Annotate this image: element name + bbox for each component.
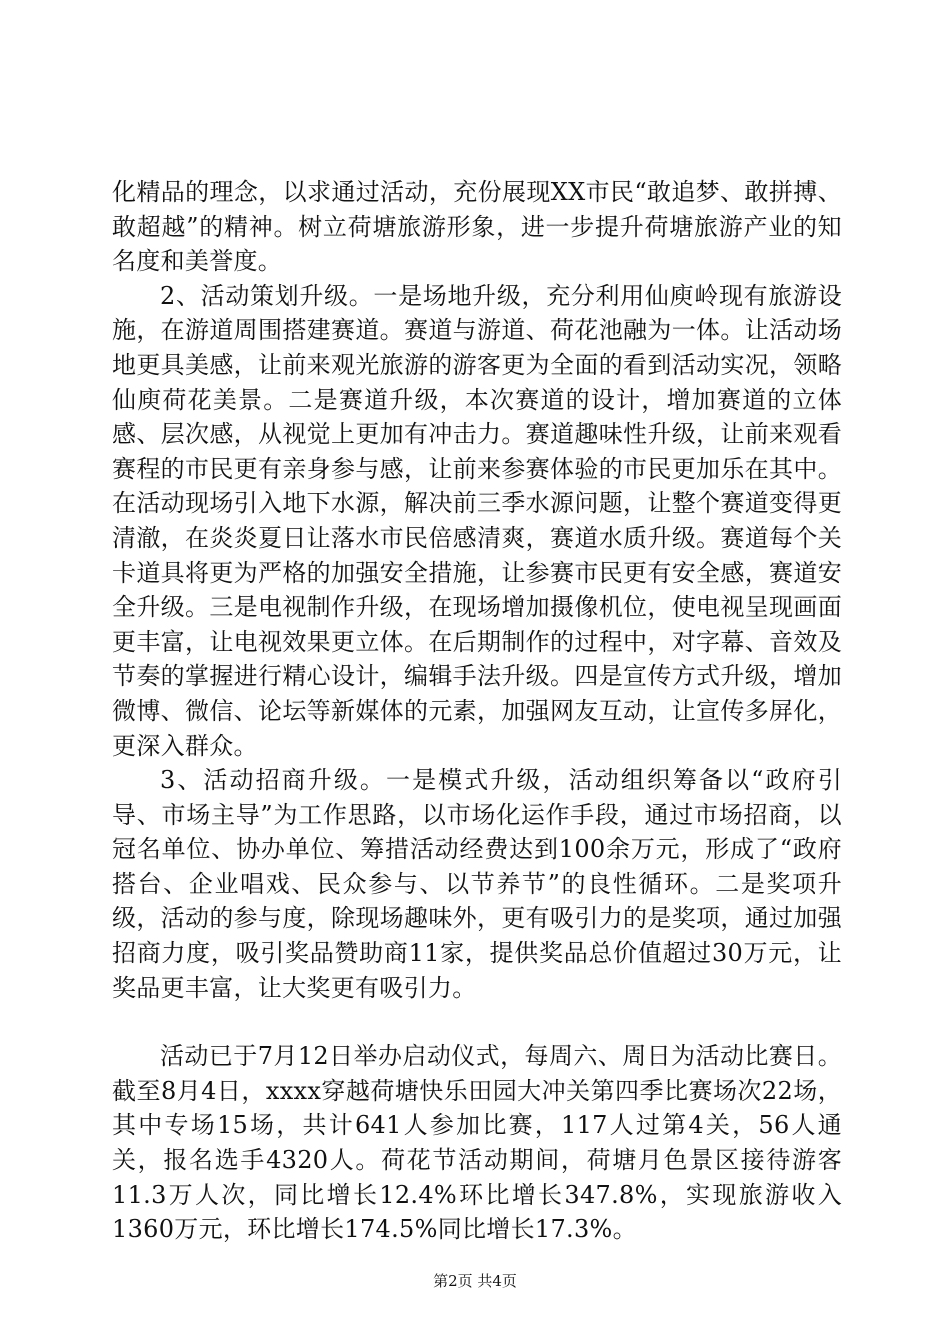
paragraph-spacer — [112, 1005, 842, 1039]
page-footer — [0, 1272, 950, 1290]
paragraph-activity-summary: 活动已于7月12日举办启动仪式，每周六、周日为活动比赛日。截至8月4日，xxxx穿越荷塘快乐田园大冲关第四季比赛场次22场，其中专场15场，共计641人参加比赛，117人过第4关，56人通关，报名选手4320人。荷花节活动期间，荷塘月色景区接待游客11.3万人次，同比增长12.4%环比增长347.8%，实现旅游收入1360万元，环比增长174.5%同比增长17.3%。 — [112, 1042, 842, 1244]
page-number: 第2页 共4页 — [433, 1272, 517, 1290]
paragraph-activity-planning-upgrade: 2、活动策划升级。一是场地升级，充分利用仙庾岭现有旅游设施，在游道周围搭建赛道。赛道与游道、荷花池融为一体。让活动场地更具美感，让前来观光旅游的游客更为全面的看到活动实况，领略仙庾荷花美景。二是赛道升级，本次赛道的设计，增加赛道的立体感、层次感，从视觉上更加有冲击力。赛道趣味性升级，让前来观看赛程的市民更有亲身参与感，让前来参赛体验的市民更加乐在其中。在活动现场引入地下水源，解决前三季水源问题，让整个赛道变得更清澈，在炎炎夏日让落水市民倍感清爽，赛道水质升级。赛道每个关卡道具将更为严格的加强安全措施，让参赛市民更有安全感，赛道安全升级。三是电视制作升级，在现场增加摄像机位，使电视呈现画面更丰富，让电视效果更立体。在后期制作的过程中，对字幕、音效及节奏的掌握进行精心设计，编辑手法升级。四是宣传方式升级，增加微博、微信、论坛等新媒体的元素，加强网友互动，让宣传多屏化，更深入群众。 — [112, 281, 842, 760]
document-body — [112, 175, 842, 1247]
paragraph-continuation: 化精品的理念，以求通过活动，充份展现XX市民“敢追梦、敢拼搏、敢超越”的精神。树立荷塘旅游形象，进一步提升荷塘旅游产业的知名度和美誉度。 — [112, 178, 842, 276]
paragraph-activity-sponsorship-upgrade: 3、活动招商升级。一是模式升级，活动组织筹备以“政府引导、市场主导”为工作思路，以市场化运作手段，通过市场招商，以冠名单位、协办单位、筹措活动经费达到100余万元，形成了“政府搭台、企业唱戏、民众参与、以节养节”的良性循环。二是奖项升级，活动的参与度，除现场趣味外，更有吸引力的是奖项，通过加强招商力度，吸引奖品赞助商11家，提供奖品总价值超过30万元，让奖品更丰富，让大奖更有吸引力。 — [112, 766, 842, 1002]
